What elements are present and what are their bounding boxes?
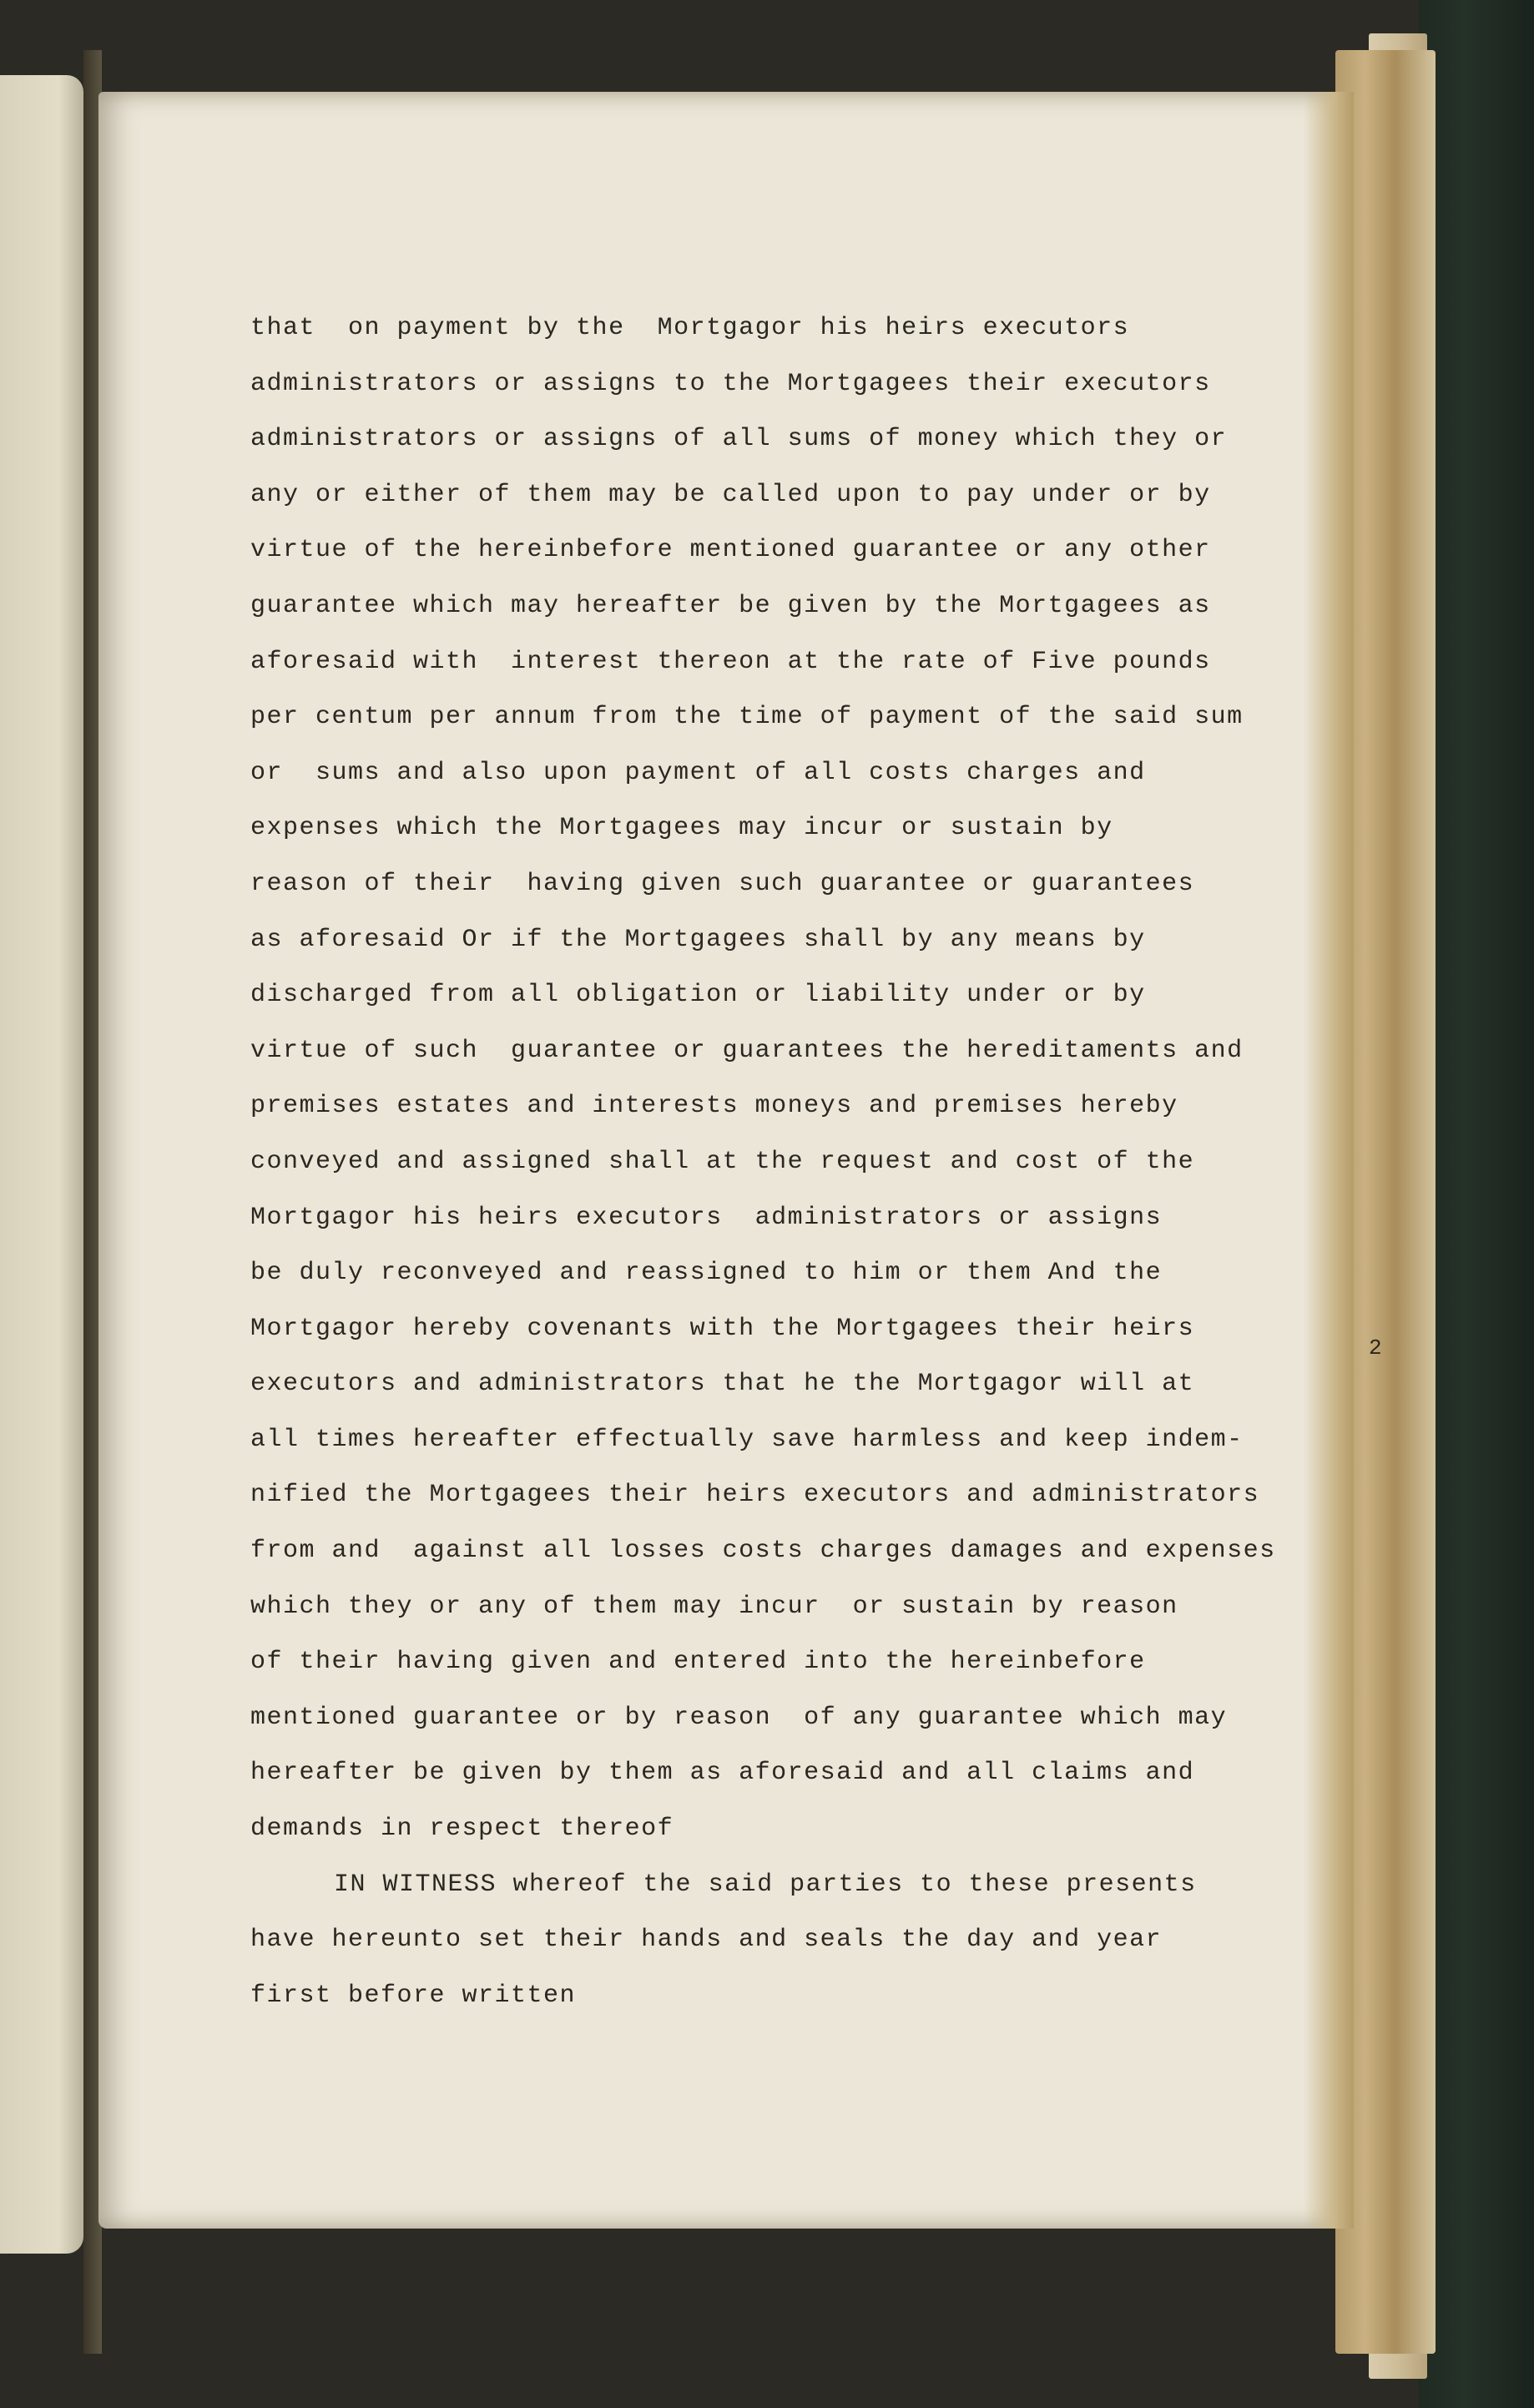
text-line: that on payment by the Mortgagor his heirs executors xyxy=(250,314,1130,342)
left-facing-page xyxy=(0,75,83,2254)
text-line: which they or any of them may incur or sustain by reason xyxy=(250,1592,1178,1621)
text-line: administrators or assigns of all sums of money which they or xyxy=(250,425,1228,454)
text-line: virtue of the hereinbefore mentioned guarantee or any other xyxy=(250,536,1211,565)
text-line: expenses which the Mortgagees may incur or sustain by xyxy=(250,814,1113,843)
text-line: any or either of them may be called upon to pay under or by xyxy=(250,480,1211,509)
book-cover xyxy=(1419,0,1534,2408)
text-line: be duly reconveyed and reassigned to him or them And the xyxy=(250,1259,1163,1288)
text-line: conveyed and assigned shall at the request and cost of the xyxy=(250,1147,1195,1176)
text-line: first before written xyxy=(250,1981,577,2010)
text-line: IN WITNESS whereof the said parties to these presents xyxy=(334,1870,1197,1899)
text-line: as aforesaid Or if the Mortgagees shall by any means by xyxy=(250,925,1146,954)
text-line: nified the Mortgagees their heirs executors and administrators xyxy=(250,1481,1260,1510)
text-line: executors and administrators that he the Mortgagor will at xyxy=(250,1370,1195,1399)
text-line: administrators or assigns to the Mortgagees their executors xyxy=(250,369,1211,398)
text-line: mentioned guarantee or by reason of any guarantee which may xyxy=(250,1703,1228,1732)
text-line: virtue of such guarantee or guarantees the hereditaments and xyxy=(250,1036,1244,1065)
text-line: per centum per annum from the time of payment of the said sum xyxy=(250,703,1244,732)
text-line: Mortgagor his heirs executors administrators or assigns xyxy=(250,1203,1163,1232)
typed-text-body xyxy=(250,300,1319,2023)
margin-mark: 2 xyxy=(1369,1335,1382,1360)
text-line: have hereunto set their hands and seals the day and year xyxy=(250,1926,1163,1955)
text-line: premises estates and interests moneys and premises hereby xyxy=(250,1092,1178,1121)
text-line: reason of their having given such guarantee or guarantees xyxy=(250,869,1195,898)
text-line: of their having given and entered into the hereinbefore xyxy=(250,1648,1146,1677)
text-line: all times hereafter effectually save harmless and keep indem- xyxy=(250,1425,1244,1454)
text-line: or sums and also upon payment of all costs charges and xyxy=(250,758,1146,787)
text-line: aforesaid with interest thereon at the rate of Five pounds xyxy=(250,647,1211,676)
text-line: discharged from all obligation or liability under or by xyxy=(250,981,1146,1010)
text-line: hereafter be given by them as aforesaid and all claims and xyxy=(250,1759,1195,1788)
text-line: guarantee which may hereafter be given by the Mortgagees as xyxy=(250,591,1211,620)
text-line: from and against all losses costs charges damages and expenses xyxy=(250,1537,1276,1566)
text-line: demands in respect thereof xyxy=(250,1815,674,1844)
text-line: Mortgagor hereby covenants with the Mortgagees their heirs xyxy=(250,1314,1195,1343)
